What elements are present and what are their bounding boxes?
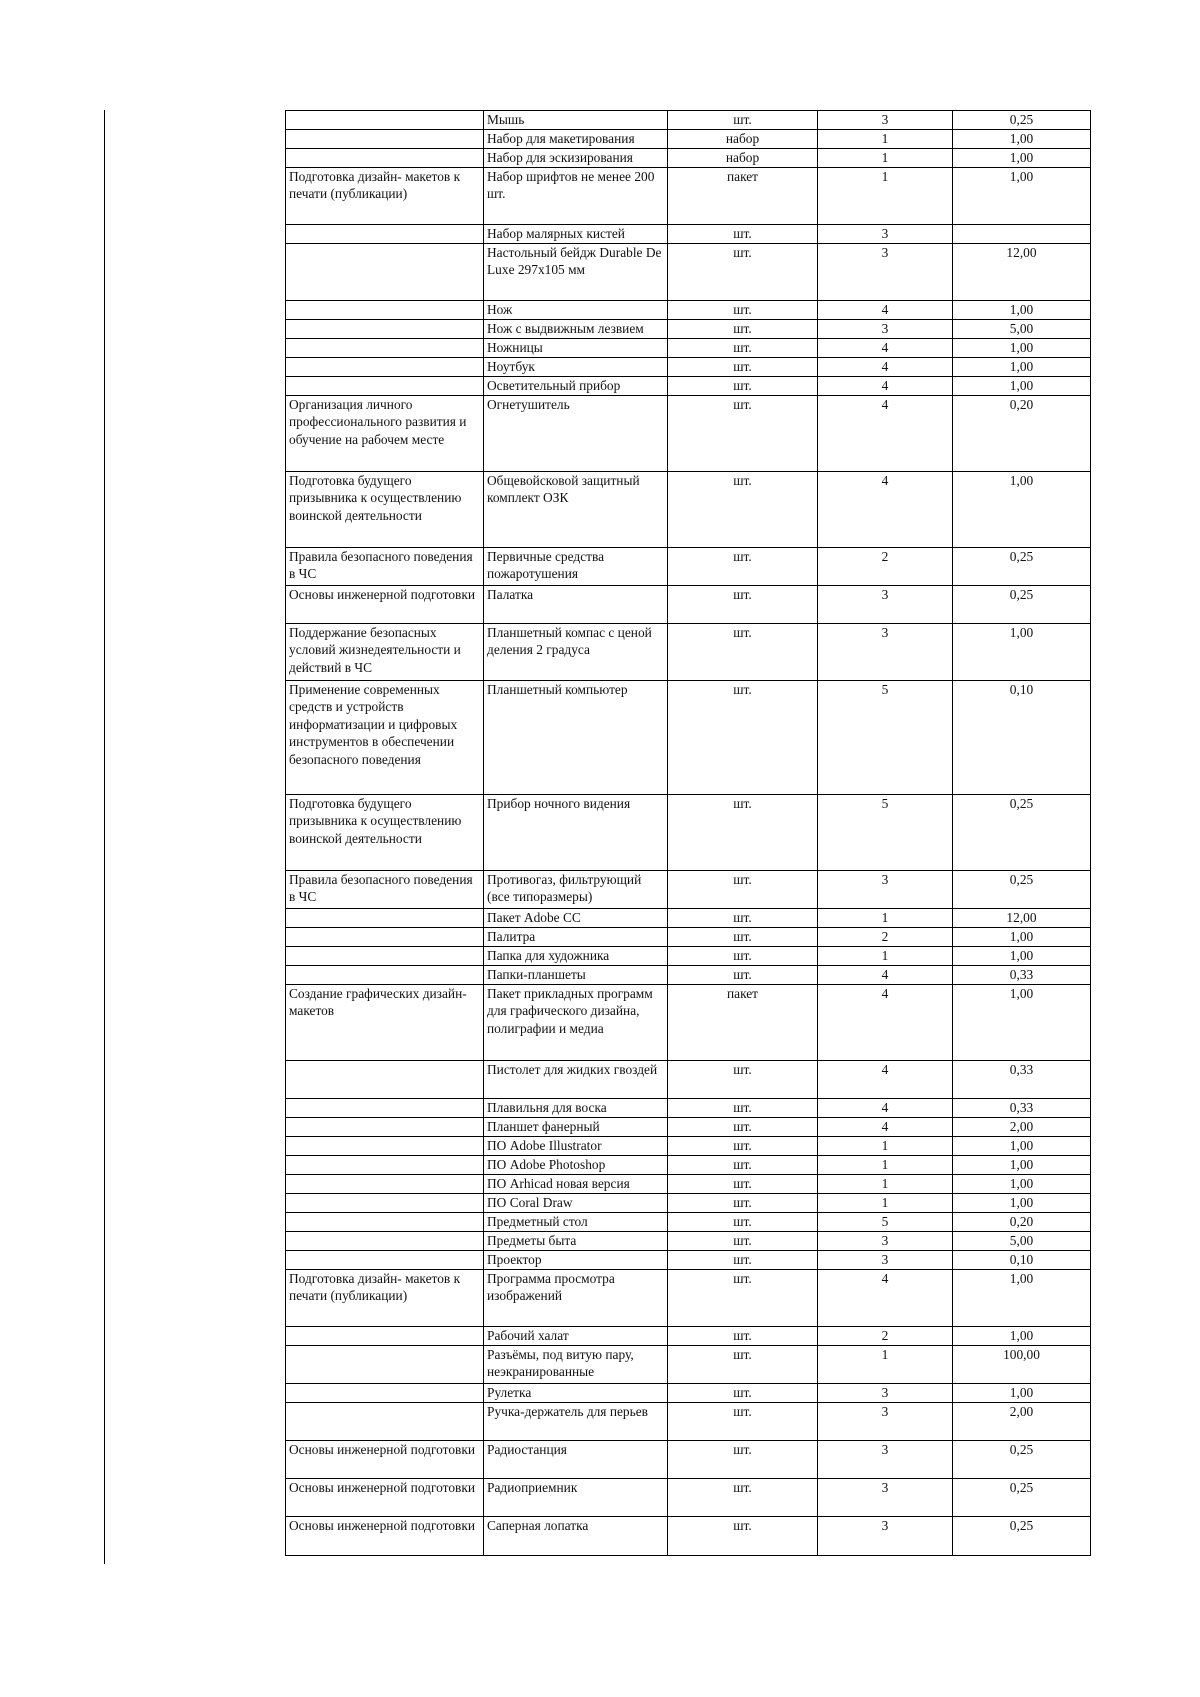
- quantity-cell: 4: [818, 1270, 953, 1327]
- item-name-cell: Набор для макетирования: [484, 130, 668, 149]
- section-cell: [286, 1213, 484, 1232]
- quantity-cell: 3: [818, 1251, 953, 1270]
- quantity-cell: 4: [818, 339, 953, 358]
- unit-cell: шт.: [668, 1251, 818, 1270]
- unit-cell: шт.: [668, 358, 818, 377]
- norm-cell: 1,00: [953, 985, 1091, 1061]
- unit-cell: шт.: [668, 301, 818, 320]
- table-row: [286, 1194, 1091, 1213]
- unit-cell: шт.: [668, 1137, 818, 1156]
- table-row: [286, 548, 1091, 586]
- table-row: [286, 1517, 1091, 1556]
- unit-cell: шт.: [668, 966, 818, 985]
- quantity-cell: 3: [818, 586, 953, 624]
- section-cell: Подготовка дизайн- макетов к печати (публикации): [286, 1270, 484, 1327]
- unit-cell: набор: [668, 130, 818, 149]
- quantity-cell: 2: [818, 928, 953, 947]
- table-row: [286, 472, 1091, 548]
- norm-cell: 100,00: [953, 1346, 1091, 1384]
- norm-cell: 1,00: [953, 1175, 1091, 1194]
- unit-cell: шт.: [668, 1327, 818, 1346]
- unit-cell: шт.: [668, 1270, 818, 1327]
- table-row: [286, 1213, 1091, 1232]
- section-cell: [286, 339, 484, 358]
- table-row: [286, 871, 1091, 909]
- item-name-cell: Проектор: [484, 1251, 668, 1270]
- norm-cell: 2,00: [953, 1118, 1091, 1137]
- item-name-cell: Пистолет для жидких гвоздей: [484, 1061, 668, 1099]
- quantity-cell: 3: [818, 225, 953, 244]
- table-row: [286, 1251, 1091, 1270]
- table-row: [286, 339, 1091, 358]
- quantity-cell: 3: [818, 244, 953, 301]
- section-cell: [286, 130, 484, 149]
- unit-cell: шт.: [668, 244, 818, 301]
- section-cell: [286, 320, 484, 339]
- quantity-cell: 4: [818, 301, 953, 320]
- item-name-cell: Набор шрифтов не менее 200 шт.: [484, 168, 668, 225]
- section-cell: [286, 1118, 484, 1137]
- unit-cell: шт.: [668, 1175, 818, 1194]
- quantity-cell: 1: [818, 1346, 953, 1384]
- unit-cell: шт.: [668, 377, 818, 396]
- item-name-cell: Предметы быта: [484, 1232, 668, 1251]
- quantity-cell: 4: [818, 472, 953, 548]
- section-cell: [286, 1232, 484, 1251]
- item-name-cell: Палитра: [484, 928, 668, 947]
- margin-line: [104, 110, 105, 1564]
- quantity-cell: 2: [818, 1327, 953, 1346]
- section-cell: Поддержание безопасных условий жизнедеятельности и действий в ЧС: [286, 624, 484, 681]
- section-cell: [286, 358, 484, 377]
- table-row: [286, 149, 1091, 168]
- unit-cell: шт.: [668, 111, 818, 130]
- table-row: [286, 966, 1091, 985]
- norm-cell: 0,20: [953, 396, 1091, 472]
- section-cell: Организация личного профессионального развития и обучение на рабочем месте: [286, 396, 484, 472]
- quantity-cell: 3: [818, 320, 953, 339]
- norm-cell: [953, 225, 1091, 244]
- section-cell: [286, 149, 484, 168]
- item-name-cell: ПО Adobe Illustrator: [484, 1137, 668, 1156]
- table-row: [286, 1479, 1091, 1517]
- section-cell: [286, 1403, 484, 1441]
- table-row: [286, 1099, 1091, 1118]
- norm-cell: 1,00: [953, 928, 1091, 947]
- section-cell: [286, 225, 484, 244]
- norm-cell: 0,25: [953, 1479, 1091, 1517]
- section-cell: [286, 377, 484, 396]
- quantity-cell: 4: [818, 1061, 953, 1099]
- section-cell: Создание графических дизайн-макетов: [286, 985, 484, 1061]
- unit-cell: шт.: [668, 795, 818, 871]
- norm-cell: 0,20: [953, 1213, 1091, 1232]
- unit-cell: шт.: [668, 320, 818, 339]
- table-row: [286, 168, 1091, 225]
- table-row: [286, 985, 1091, 1061]
- table-row: [286, 586, 1091, 624]
- section-cell: [286, 244, 484, 301]
- norm-cell: 0,25: [953, 548, 1091, 586]
- table-row: [286, 244, 1091, 301]
- item-name-cell: Саперная лопатка: [484, 1517, 668, 1556]
- quantity-cell: 4: [818, 358, 953, 377]
- norm-cell: 1,00: [953, 1156, 1091, 1175]
- norm-cell: 0,25: [953, 795, 1091, 871]
- table-row: [286, 301, 1091, 320]
- section-cell: Правила безопасного поведения в ЧС: [286, 548, 484, 586]
- item-name-cell: Нож: [484, 301, 668, 320]
- unit-cell: шт.: [668, 871, 818, 909]
- item-name-cell: Мышь: [484, 111, 668, 130]
- unit-cell: пакет: [668, 168, 818, 225]
- table-row: [286, 624, 1091, 681]
- item-name-cell: Разъёмы, под витую пару, неэкранированные: [484, 1346, 668, 1384]
- unit-cell: шт.: [668, 472, 818, 548]
- section-cell: [286, 928, 484, 947]
- quantity-cell: 1: [818, 1137, 953, 1156]
- table-row: [286, 928, 1091, 947]
- section-cell: Применение современных средств и устройств информатизации и цифровых инструментов в обеспечении безопасного поведения: [286, 681, 484, 795]
- item-name-cell: Первичные средства пожаротушения: [484, 548, 668, 586]
- quantity-cell: 1: [818, 130, 953, 149]
- unit-cell: шт.: [668, 1156, 818, 1175]
- section-cell: [286, 1384, 484, 1403]
- table-row: [286, 909, 1091, 928]
- equipment-table-body: [286, 111, 1091, 1556]
- table-row: [286, 1137, 1091, 1156]
- section-cell: [286, 1327, 484, 1346]
- unit-cell: шт.: [668, 1213, 818, 1232]
- norm-cell: 0,25: [953, 871, 1091, 909]
- section-cell: [286, 909, 484, 928]
- table-row: [286, 1384, 1091, 1403]
- quantity-cell: 5: [818, 795, 953, 871]
- norm-cell: 1,00: [953, 339, 1091, 358]
- equipment-table: [285, 110, 1091, 1556]
- norm-cell: 12,00: [953, 909, 1091, 928]
- quantity-cell: 3: [818, 1479, 953, 1517]
- norm-cell: 1,00: [953, 149, 1091, 168]
- table-row: [286, 320, 1091, 339]
- item-name-cell: ПО Coral Draw: [484, 1194, 668, 1213]
- norm-cell: 1,00: [953, 1384, 1091, 1403]
- section-cell: [286, 1175, 484, 1194]
- unit-cell: шт.: [668, 1194, 818, 1213]
- section-cell: Подготовка будущего призывника к осуществлению воинской деятельности: [286, 472, 484, 548]
- item-name-cell: Рулетка: [484, 1384, 668, 1403]
- norm-cell: 1,00: [953, 947, 1091, 966]
- norm-cell: 1,00: [953, 624, 1091, 681]
- quantity-cell: 3: [818, 871, 953, 909]
- item-name-cell: Планшет фанерный: [484, 1118, 668, 1137]
- section-cell: [286, 1137, 484, 1156]
- quantity-cell: 1: [818, 909, 953, 928]
- unit-cell: шт.: [668, 1118, 818, 1137]
- norm-cell: 0,10: [953, 1251, 1091, 1270]
- unit-cell: шт.: [668, 1384, 818, 1403]
- section-cell: [286, 1194, 484, 1213]
- item-name-cell: Набор малярных кистей: [484, 225, 668, 244]
- unit-cell: шт.: [668, 1403, 818, 1441]
- norm-cell: 0,10: [953, 681, 1091, 795]
- item-name-cell: Палатка: [484, 586, 668, 624]
- quantity-cell: 3: [818, 1517, 953, 1556]
- item-name-cell: ПО Arhicad новая версия: [484, 1175, 668, 1194]
- item-name-cell: Ноутбук: [484, 358, 668, 377]
- quantity-cell: 1: [818, 149, 953, 168]
- table-row: [286, 1156, 1091, 1175]
- item-name-cell: Ножницы: [484, 339, 668, 358]
- norm-cell: 0,33: [953, 966, 1091, 985]
- unit-cell: шт.: [668, 396, 818, 472]
- table-row: [286, 1232, 1091, 1251]
- quantity-cell: 3: [818, 1384, 953, 1403]
- table-row: [286, 947, 1091, 966]
- norm-cell: 1,00: [953, 1270, 1091, 1327]
- quantity-cell: 4: [818, 985, 953, 1061]
- unit-cell: шт.: [668, 1517, 818, 1556]
- unit-cell: пакет: [668, 985, 818, 1061]
- section-cell: Основы инженерной подготовки: [286, 1517, 484, 1556]
- quantity-cell: 1: [818, 947, 953, 966]
- norm-cell: 1,00: [953, 377, 1091, 396]
- quantity-cell: 4: [818, 396, 953, 472]
- item-name-cell: Программа просмотра изображений: [484, 1270, 668, 1327]
- section-cell: Правила безопасного поведения в ЧС: [286, 871, 484, 909]
- table-row: [286, 1327, 1091, 1346]
- unit-cell: набор: [668, 149, 818, 168]
- quantity-cell: 3: [818, 624, 953, 681]
- table-row: [286, 1061, 1091, 1099]
- norm-cell: 1,00: [953, 1137, 1091, 1156]
- unit-cell: шт.: [668, 1346, 818, 1384]
- norm-cell: 5,00: [953, 320, 1091, 339]
- quantity-cell: 4: [818, 1099, 953, 1118]
- unit-cell: шт.: [668, 624, 818, 681]
- norm-cell: 1,00: [953, 472, 1091, 548]
- norm-cell: 1,00: [953, 130, 1091, 149]
- unit-cell: шт.: [668, 548, 818, 586]
- table-row: [286, 1175, 1091, 1194]
- table-row: [286, 377, 1091, 396]
- item-name-cell: Папка для художника: [484, 947, 668, 966]
- table-row: [286, 1346, 1091, 1384]
- quantity-cell: 4: [818, 1118, 953, 1137]
- section-cell: [286, 966, 484, 985]
- quantity-cell: 3: [818, 1232, 953, 1251]
- section-cell: [286, 1346, 484, 1384]
- quantity-cell: 3: [818, 1441, 953, 1479]
- table-row: [286, 396, 1091, 472]
- norm-cell: 0,33: [953, 1099, 1091, 1118]
- table-row: [286, 358, 1091, 377]
- quantity-cell: 4: [818, 966, 953, 985]
- section-cell: [286, 1156, 484, 1175]
- quantity-cell: 5: [818, 681, 953, 795]
- section-cell: [286, 111, 484, 130]
- section-cell: Основы инженерной подготовки: [286, 586, 484, 624]
- item-name-cell: Пакет прикладных программ для графического дизайна, полиграфии и медиа: [484, 985, 668, 1061]
- section-cell: Подготовка будущего призывника к осуществлению воинской деятельности: [286, 795, 484, 871]
- table-row: [286, 1270, 1091, 1327]
- table-row: [286, 795, 1091, 871]
- section-cell: [286, 1251, 484, 1270]
- quantity-cell: 3: [818, 1403, 953, 1441]
- item-name-cell: Планшетный компьютер: [484, 681, 668, 795]
- norm-cell: 0,25: [953, 1441, 1091, 1479]
- section-cell: Основы инженерной подготовки: [286, 1441, 484, 1479]
- item-name-cell: Нож с выдвижным лезвием: [484, 320, 668, 339]
- unit-cell: шт.: [668, 909, 818, 928]
- unit-cell: шт.: [668, 1099, 818, 1118]
- quantity-cell: 4: [818, 377, 953, 396]
- item-name-cell: Общевойсковой защитный комплект ОЗК: [484, 472, 668, 548]
- table-row: [286, 681, 1091, 795]
- norm-cell: 1,00: [953, 168, 1091, 225]
- section-cell: [286, 947, 484, 966]
- unit-cell: шт.: [668, 1441, 818, 1479]
- item-name-cell: Плавильня для воска: [484, 1099, 668, 1118]
- section-cell: Подготовка дизайн- макетов к печати (публикации): [286, 168, 484, 225]
- norm-cell: 1,00: [953, 1327, 1091, 1346]
- unit-cell: шт.: [668, 1232, 818, 1251]
- item-name-cell: Противогаз, фильтрующий (все типоразмеры): [484, 871, 668, 909]
- item-name-cell: Огнетушитель: [484, 396, 668, 472]
- item-name-cell: Настольный бейдж Durable De Luxe 297x105 мм: [484, 244, 668, 301]
- quantity-cell: 1: [818, 1156, 953, 1175]
- table-row: [286, 1403, 1091, 1441]
- quantity-cell: 1: [818, 1194, 953, 1213]
- item-name-cell: Радиоприемник: [484, 1479, 668, 1517]
- norm-cell: 12,00: [953, 244, 1091, 301]
- unit-cell: шт.: [668, 1061, 818, 1099]
- unit-cell: шт.: [668, 947, 818, 966]
- norm-cell: 0,25: [953, 111, 1091, 130]
- item-name-cell: Прибор ночного видения: [484, 795, 668, 871]
- quantity-cell: 1: [818, 168, 953, 225]
- unit-cell: шт.: [668, 339, 818, 358]
- item-name-cell: Предметный стол: [484, 1213, 668, 1232]
- section-cell: [286, 301, 484, 320]
- norm-cell: 2,00: [953, 1403, 1091, 1441]
- table-row: [286, 1118, 1091, 1137]
- unit-cell: шт.: [668, 225, 818, 244]
- unit-cell: шт.: [668, 1479, 818, 1517]
- section-cell: [286, 1061, 484, 1099]
- norm-cell: 0,33: [953, 1061, 1091, 1099]
- quantity-cell: 3: [818, 111, 953, 130]
- norm-cell: 1,00: [953, 1194, 1091, 1213]
- item-name-cell: ПО Adobe Photoshop: [484, 1156, 668, 1175]
- item-name-cell: Набор для эскизирования: [484, 149, 668, 168]
- item-name-cell: Радиостанция: [484, 1441, 668, 1479]
- norm-cell: 0,25: [953, 586, 1091, 624]
- unit-cell: шт.: [668, 928, 818, 947]
- section-cell: [286, 1099, 484, 1118]
- item-name-cell: Планшетный компас с ценой деления 2 градуса: [484, 624, 668, 681]
- item-name-cell: Ручка-держатель для перьев: [484, 1403, 668, 1441]
- norm-cell: 1,00: [953, 301, 1091, 320]
- item-name-cell: Пакет Adobe CC: [484, 909, 668, 928]
- unit-cell: шт.: [668, 586, 818, 624]
- table-row: [286, 225, 1091, 244]
- unit-cell: шт.: [668, 681, 818, 795]
- item-name-cell: Рабочий халат: [484, 1327, 668, 1346]
- table-row: [286, 130, 1091, 149]
- norm-cell: 1,00: [953, 358, 1091, 377]
- quantity-cell: 5: [818, 1213, 953, 1232]
- table-row: [286, 1441, 1091, 1479]
- item-name-cell: Папки-планшеты: [484, 966, 668, 985]
- quantity-cell: 1: [818, 1175, 953, 1194]
- section-cell: Основы инженерной подготовки: [286, 1479, 484, 1517]
- norm-cell: 5,00: [953, 1232, 1091, 1251]
- table-row: [286, 111, 1091, 130]
- norm-cell: 0,25: [953, 1517, 1091, 1556]
- item-name-cell: Осветительный прибор: [484, 377, 668, 396]
- quantity-cell: 2: [818, 548, 953, 586]
